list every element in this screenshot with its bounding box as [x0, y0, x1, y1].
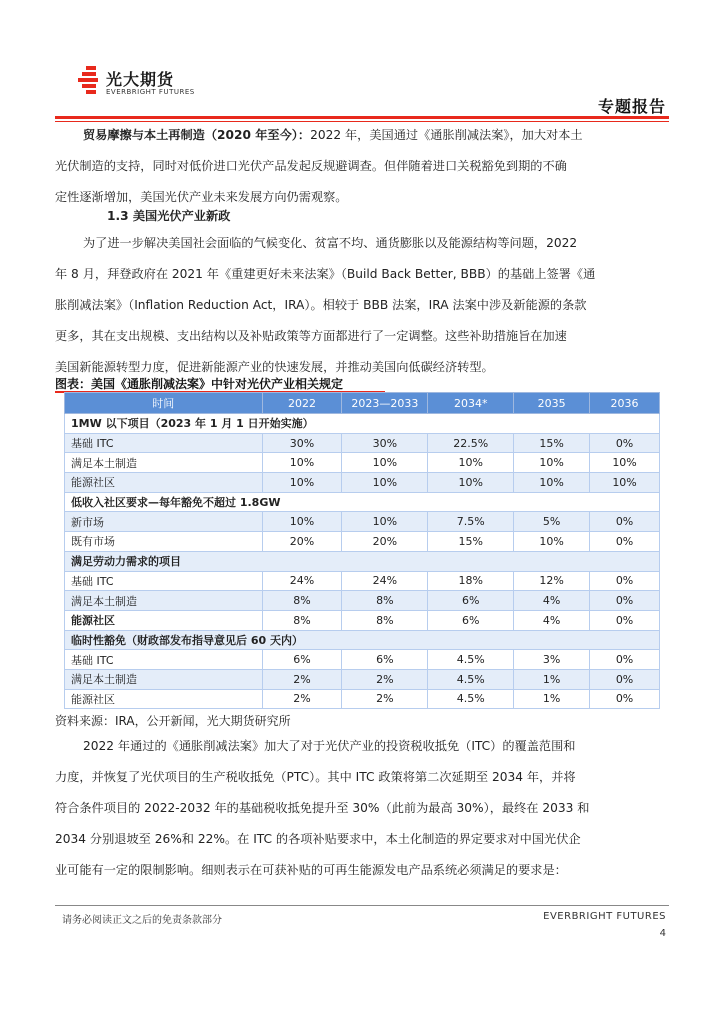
intro-line-2: 光伏制造的支持，同时对低价进口光伏产品发起反规避调查。但伴随着进口关税豁免到期的不确	[55, 159, 567, 173]
table-row	[65, 453, 660, 473]
table-cell: 20%	[262, 532, 342, 552]
table-cell: 10%	[514, 453, 590, 473]
table-cell: 0%	[590, 610, 660, 630]
table-row	[65, 610, 660, 630]
table-cell: 10%	[342, 512, 428, 532]
table-cell: 4.5%	[428, 669, 514, 689]
table-cell: 0%	[590, 433, 660, 453]
table-cell: 10%	[262, 473, 342, 493]
row-label: 能源社区	[65, 473, 263, 493]
itc-line-4: 2034 分别退坡至 26%和 22%。在 ITC 的各项补贴要求中，本土化制造的界定要求对中国光伏企	[55, 832, 581, 846]
row-label: 满足本土制造	[65, 591, 263, 611]
table-cell: 20%	[342, 532, 428, 552]
table-cell: 8%	[342, 610, 428, 630]
row-label: 基础 ITC	[65, 433, 263, 453]
table-row	[65, 650, 660, 670]
table-row	[65, 433, 660, 453]
policy-line-4: 更多，其在支出规模、支出结构以及补贴政策等方面都进行了一定调整。这些补助措施旨在加速	[55, 329, 567, 343]
report-type-label: 专题报告	[597, 97, 666, 116]
header-rule	[55, 116, 669, 119]
table-cell: 2%	[342, 689, 428, 709]
table-cell: 1%	[514, 669, 590, 689]
table-cell: 0%	[590, 669, 660, 689]
table-cell: 15%	[514, 433, 590, 453]
table-cell: 0%	[590, 512, 660, 532]
table-cell: 4.5%	[428, 689, 514, 709]
table-cell: 24%	[342, 571, 428, 591]
footer-brand: EVERBRIGHT FUTURES	[543, 911, 666, 922]
header-cell-2023-2033: 2023—2033	[342, 393, 428, 414]
table-row	[65, 689, 660, 709]
itc-line-3: 符合条件项目的 2022-2032 年的基础税收抵免提升至 30%（此前为最高 30%），最终在 2033 和	[55, 801, 590, 815]
table-row	[65, 591, 660, 611]
table-cell: 4.5%	[428, 650, 514, 670]
header-cell-2022: 2022	[262, 393, 342, 414]
page-number: 4	[659, 928, 666, 939]
header-cell-2036: 2036	[590, 393, 660, 414]
table-cell: 15%	[428, 532, 514, 552]
row-label: 能源社区	[65, 610, 263, 630]
table-cell: 2%	[262, 669, 342, 689]
table-cell: 5%	[514, 512, 590, 532]
footer-rule	[55, 905, 669, 906]
table-row	[65, 571, 660, 591]
table-row	[65, 669, 660, 689]
table-cell: 30%	[262, 433, 342, 453]
table-cell: 10%	[514, 473, 590, 493]
logo-english-name: EVERBRIGHT FUTURES	[106, 88, 195, 96]
table-cell: 3%	[514, 650, 590, 670]
intro-line-3: 定性逐渐增加，美国光伏产业未来发展方向仍需观察。	[55, 190, 348, 204]
table-cell: 30%	[342, 433, 428, 453]
table-cell: 18%	[428, 571, 514, 591]
table-cell: 6%	[428, 610, 514, 630]
table-cell: 2%	[342, 669, 428, 689]
table-cell: 8%	[342, 591, 428, 611]
table-cell: 10%	[262, 453, 342, 473]
table-group-row	[65, 630, 660, 650]
group-label: 低收入社区要求—每年豁免不超过 1.8GW	[65, 492, 660, 512]
logo-mark-icon	[78, 66, 100, 98]
table-title: 图表：美国《通胀削减法案》中针对光伏产业相关规定	[55, 377, 344, 391]
table-row	[65, 512, 660, 532]
policy-line-1: 为了进一步解决美国社会面临的气候变化、贫富不均、通货膨胀以及能源结构等问题，2022	[83, 236, 578, 250]
section-heading: 1.3 美国光伏产业新政	[107, 209, 231, 223]
table-cell: 22.5%	[428, 433, 514, 453]
row-label: 能源社区	[65, 689, 263, 709]
table-cell: 10%	[262, 512, 342, 532]
row-label: 新市场	[65, 512, 263, 532]
policy-line-2: 年 8 月，拜登政府在 2021 年《重建更好未来法案》（Build Back Better, BBB）的基础上签署《通	[55, 267, 596, 281]
table-cell: 7.5%	[428, 512, 514, 532]
table-cell: 10%	[428, 453, 514, 473]
table-cell: 0%	[590, 650, 660, 670]
table-row	[65, 473, 660, 493]
table-group-row	[65, 551, 660, 571]
logo-chinese-name: 光大期货	[106, 70, 175, 89]
table-cell: 10%	[342, 453, 428, 473]
header-cell-time: 时间	[65, 393, 263, 414]
table-cell: 8%	[262, 591, 342, 611]
table-header-row	[65, 393, 660, 414]
table-cell: 6%	[428, 591, 514, 611]
table-cell: 6%	[342, 650, 428, 670]
header-cell-2035: 2035	[514, 393, 590, 414]
row-label: 满足本土制造	[65, 669, 263, 689]
policy-line-3: 胀削减法案》（Inflation Reduction Act，IRA）。相较于 BBB 法案，IRA 法案中涉及新能源的条款	[55, 298, 587, 312]
group-label: 1MW 以下项目（2023 年 1 月 1 日开始实施）	[65, 414, 660, 434]
itc-line-5: 业可能有一定的限制影响。细则表示在可获补贴的可再生能源发电产品系统必须满足的要求是：	[55, 863, 567, 877]
table-cell: 12%	[514, 571, 590, 591]
table-cell: 4%	[514, 591, 590, 611]
table-cell: 6%	[262, 650, 342, 670]
row-label: 基础 ITC	[65, 650, 263, 670]
row-label: 满足本土制造	[65, 453, 263, 473]
group-label: 临时性豁免（财政部发布指导意见后 60 天内）	[65, 630, 660, 650]
table-row	[65, 532, 660, 552]
table-cell: 0%	[590, 532, 660, 552]
itc-paragraph	[55, 731, 669, 886]
table-group-row	[65, 414, 660, 434]
table-cell: 2%	[262, 689, 342, 709]
row-label: 基础 ITC	[65, 571, 263, 591]
table-cell: 0%	[590, 571, 660, 591]
table-cell: 8%	[262, 610, 342, 630]
footer-disclaimer: 请务必阅读正文之后的免责条款部分	[62, 915, 222, 926]
policy-paragraph	[55, 228, 669, 383]
row-label: 既有市场	[65, 532, 263, 552]
intro-line-1: 2022 年，美国通过《通胀削减法案》，加大对本土	[310, 128, 583, 142]
table-cell: 0%	[590, 689, 660, 709]
policy-line-5: 美国新能源转型力度，促进新能源产业的快速发展，并推动美国向低碳经济转型。	[55, 360, 494, 374]
company-logo	[78, 66, 228, 102]
table-group-row	[65, 492, 660, 512]
table-cell: 0%	[590, 591, 660, 611]
table-cell: 4%	[514, 610, 590, 630]
intro-paragraph	[55, 120, 669, 213]
table-cell: 10%	[428, 473, 514, 493]
group-label: 满足劳动力需求的项目	[65, 551, 660, 571]
table-cell: 10%	[590, 473, 660, 493]
intro-bold-lead: 贸易摩擦与本土再制造（2020 年至今）：	[83, 128, 311, 142]
header-cell-2034: 2034*	[428, 393, 514, 414]
table-cell: 10%	[342, 473, 428, 493]
table-source: 资料来源：IRA，公开新闻，光大期货研究所	[55, 714, 291, 728]
table-cell: 1%	[514, 689, 590, 709]
ira-solar-table	[64, 392, 660, 709]
itc-line-2: 力度，并恢复了光伏项目的生产税收抵免（PTC）。其中 ITC 政策将第二次延期至 2034 年，并将	[55, 770, 576, 784]
table-cell: 24%	[262, 571, 342, 591]
table-cell: 10%	[514, 532, 590, 552]
itc-line-1: 2022 年通过的《通胀削减法案》加大了对于光伏产业的投资税收抵免（ITC）的覆盖范围和	[83, 739, 576, 753]
table-cell: 10%	[590, 453, 660, 473]
